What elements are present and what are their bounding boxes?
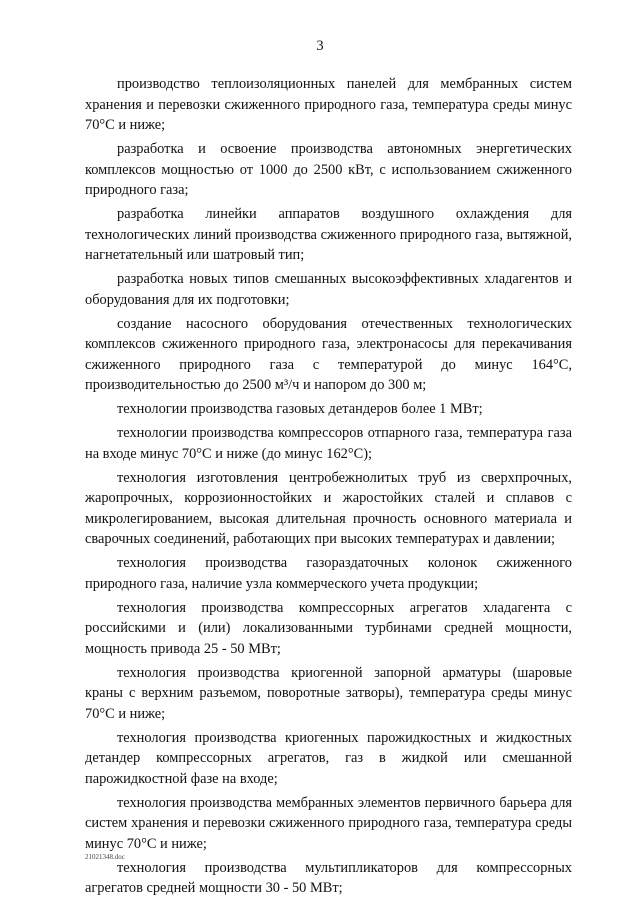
- paragraph: технология изготовления центробежнолитых труб из сверхпрочных, жаропрочных, коррозионностойких и жаростойких сталей и сплавов с микролегированием, высокая длительная прочность основного материала и сварочных соединений, работающих при высоких температурах и давлении;: [85, 469, 572, 547]
- paragraph: технология производства мультипликаторов для компрессорных агрегатов средней мощности 30 - 50 МВт;: [85, 859, 572, 896]
- paragraph: разработка линейки аппаратов воздушного охлаждения для технологических линий производства сжиженного природного газа, вытяжной, нагнетательный или шатровый тип;: [85, 206, 572, 263]
- paragraph: технологии производства газовых детандеров более 1 МВт;: [117, 401, 483, 417]
- paragraph: технология производства криогенных парожидкостных и жидкостных детандер компрессорных агрегатов, газ в жидкой или смешанной парожидкостной фазе на входе;: [85, 729, 572, 787]
- paragraph: технология производства мембранных элементов первичного барьера для систем хранения и перевозки сжиженного природного газа, температура среды минус 70°С и ниже;: [85, 794, 572, 852]
- page-number: 3: [316, 38, 324, 54]
- document-body: [85, 74, 572, 902]
- paragraph: технология производства криогенной запорной арматуры (шаровые краны с верхним разъемом, поворотные затворы), температура среды минус 70°С и ниже;: [85, 664, 572, 722]
- paragraph: разработка и освоение производства автономных энергетических комплексов мощностью от 1000 до 2500 кВт, с использованием сжиженного природного газа;: [85, 141, 572, 198]
- paragraph: технология производства газораздаточных колонок сжиженного природного газа, наличие узла коммерческого учета продукции;: [85, 555, 572, 592]
- paragraph: разработка новых типов смешанных высокоэффективных хладагентов и оборудования для их подготовки;: [85, 271, 572, 308]
- paragraph: технология производства компрессорных агрегатов хладагента с российскими и (или) локализованными турбинами средней мощности, мощность привода 25 - 50 МВт;: [85, 599, 572, 657]
- paragraph: технологии производства компрессоров отпарного газа, температура газа на входе минус 70°С и ниже (до минус 162°С);: [85, 425, 572, 462]
- paragraph: производство теплоизоляционных панелей для мембранных систем хранения и перевозки сжиженного природного газа, температура среды минус 70°С и ниже;: [85, 76, 572, 133]
- footer-filename: 21021348.doc: [85, 853, 125, 861]
- paragraph: создание насосного оборудования отечественных технологических комплексов сжиженного природного газа, электронасосы для перекачивания сжиженного природного газа с температурой до минус 164°С, производительностью до 2500 м³/ч и напором до 300 м;: [85, 315, 572, 393]
